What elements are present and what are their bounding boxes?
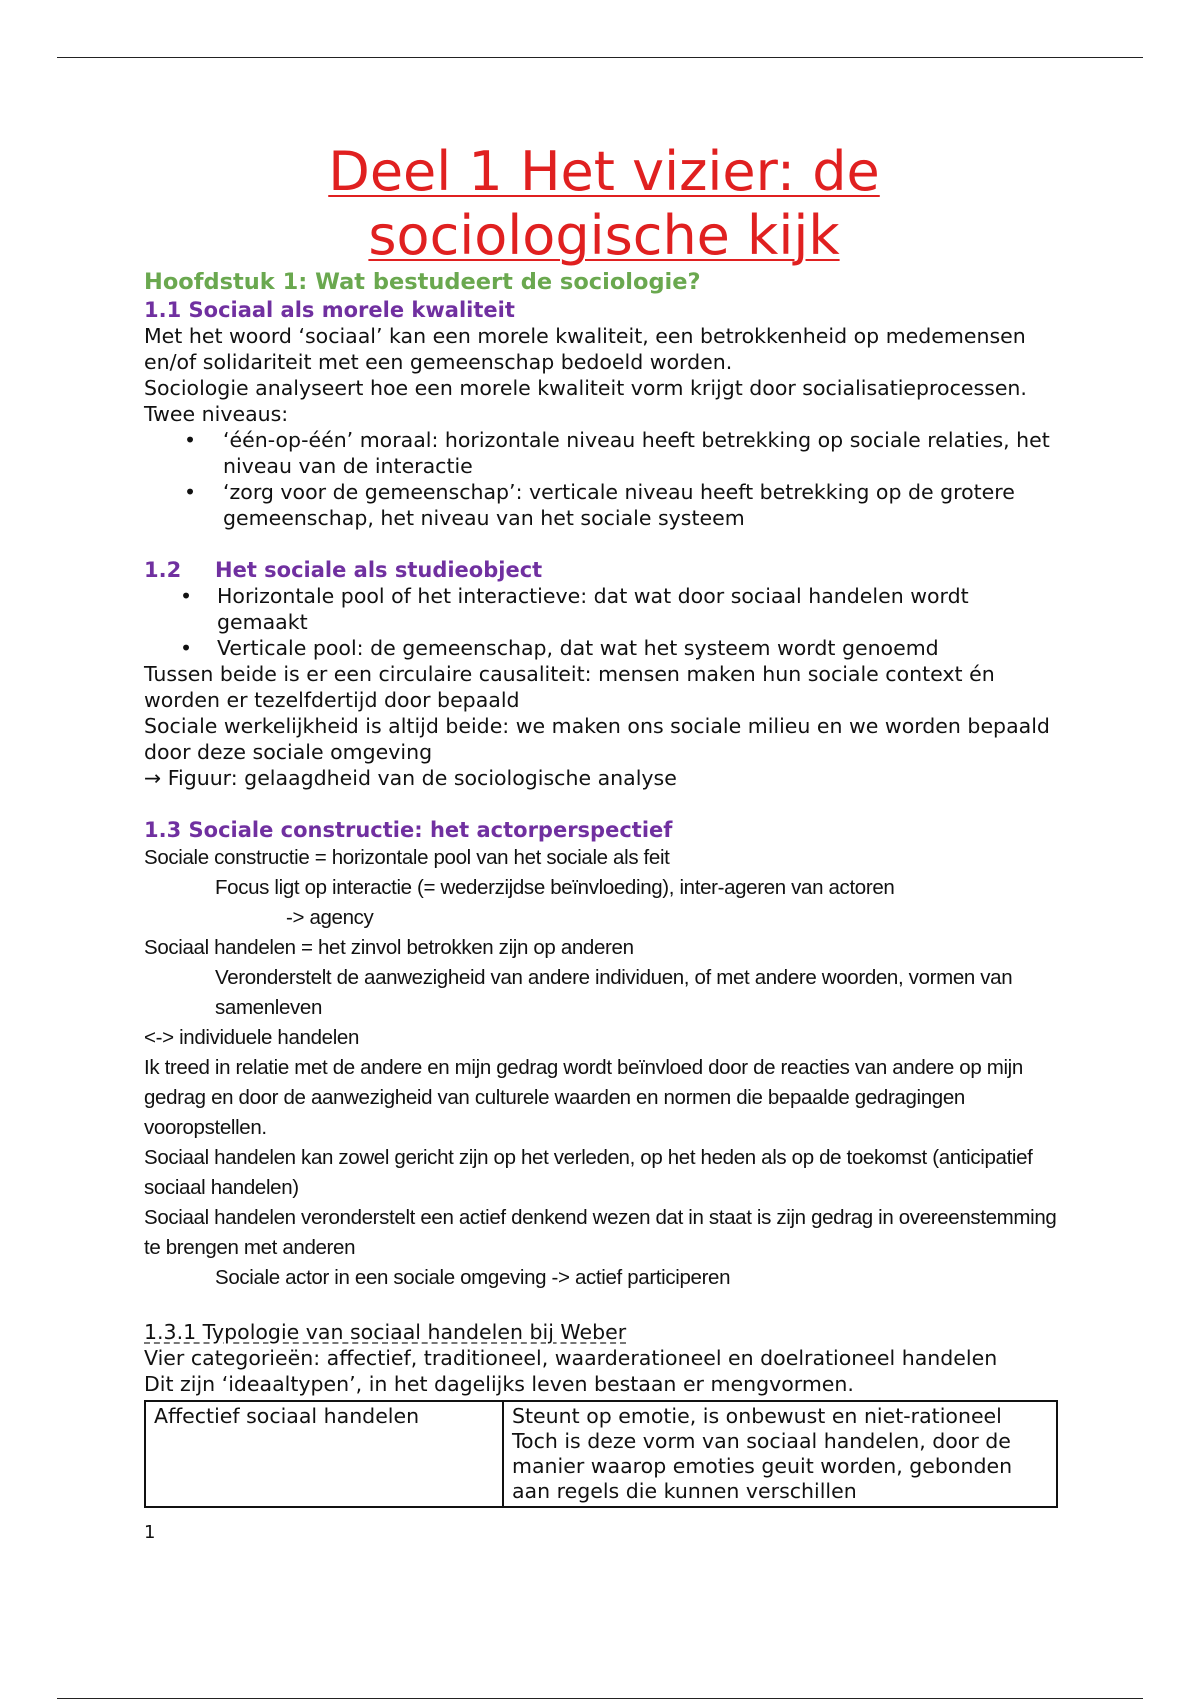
document-page bbox=[144, 140, 1064, 1543]
paragraph: Vier categorieën: affectief, traditioneel, waarderationeel en doelrationeel handelen bbox=[144, 1346, 998, 1370]
cell-line: Steunt op emotie, is onbewust en niet-rationeel bbox=[512, 1404, 1002, 1428]
text-line: Sociaal handelen kan zowel gericht zijn op het verleden, op het heden als op de toekomst (anticipatief sociaal handelen) bbox=[144, 1146, 1033, 1199]
list-item: • ‘één-op-één’ moraal: horizontale niveau heeft betrekking op sociale relaties, het niveau van de interactie bbox=[144, 427, 1064, 479]
list-item: • Horizontale pool of het interactieve: dat wat door sociaal handelen wordt gemaakt bbox=[144, 583, 1064, 635]
paragraph: → Figuur: gelaagdheid van de sociologische analyse bbox=[144, 766, 677, 790]
section-1-2-heading bbox=[144, 557, 1064, 583]
section-1-3-heading: 1.3 Sociale constructie: het actorperspectief bbox=[144, 818, 673, 842]
list-item: • Verticale pool: de gemeenschap, dat wat het systeem wordt genoemd bbox=[144, 635, 1064, 661]
text-line: Veronderstelt de aanwezigheid van andere individuen, of met andere woorden, vormen van samenleven bbox=[215, 966, 1013, 1019]
paragraph: Dit zijn ‘ideaaltypen’, in het dagelijks leven bestaan er mengvormen. bbox=[144, 1372, 854, 1396]
paragraph: Sociologie analyseert hoe een morele kwaliteit vorm krijgt door socialisatieprocessen. bbox=[144, 376, 1027, 400]
table-cell: Affectief sociaal handelen bbox=[145, 1401, 503, 1507]
bottom-rule bbox=[57, 1698, 1143, 1699]
page-title bbox=[144, 140, 1064, 268]
text-line: Ik treed in relatie met de andere en mijn gedrag wordt beïnvloed door de reacties van andere op mijn gedrag en door de aanwezigheid van culturele waarden en normen die bepaalde gedragingen vooropstellen. bbox=[144, 1056, 1023, 1139]
top-rule bbox=[57, 57, 1143, 58]
text-line: Sociale constructie = horizontale pool van het sociale als feit bbox=[144, 846, 670, 869]
text-line: Sociaal handelen = het zinvol betrokken zijn op anderen bbox=[144, 936, 634, 959]
section-title: Het sociale als studieobject bbox=[215, 558, 543, 582]
paragraph: Met het woord ‘sociaal’ kan een morele kwaliteit, een betrokkenheid op medemensen en/of solidariteit met een gemeenschap bedoeld worden. bbox=[144, 324, 1026, 374]
weber-typology-table bbox=[144, 1400, 1058, 1508]
paragraph: Tussen beide is er een circulaire causaliteit: mensen maken hun sociale context én worden er tezelfdertijd door bepaald bbox=[144, 662, 995, 712]
bullet-list bbox=[144, 583, 1064, 661]
paragraph: Twee niveaus: bbox=[144, 402, 289, 426]
title-line-1: Deel 1 Het vizier: de bbox=[328, 140, 880, 203]
text-line: -> agency bbox=[286, 906, 374, 929]
table-row bbox=[145, 1401, 1057, 1507]
text-line: Sociale actor in een sociale omgeving -> actief participeren bbox=[215, 1266, 731, 1289]
paragraph: Sociale werkelijkheid is altijd beide: we maken ons sociale milieu en we worden bepaald door deze sociale omgeving bbox=[144, 714, 1050, 764]
cell-line: Toch is deze vorm van sociaal handelen, door de manier waarop emoties geuit worden, gebonden aan regels die kunnen verschillen bbox=[512, 1429, 1013, 1503]
bullet-list bbox=[144, 427, 1064, 531]
title-line-2: sociologische kijk bbox=[368, 204, 840, 267]
text-line: Focus ligt op interactie (= wederzijdse beïnvloeding), inter-ageren van actoren bbox=[215, 876, 895, 899]
table-cell bbox=[503, 1401, 1057, 1507]
text-line: <-> individuele handelen bbox=[144, 1026, 359, 1049]
page-number: 1 bbox=[144, 1522, 156, 1543]
text-line: Sociaal handelen veronderstelt een actief denkend wezen dat in staat is zijn gedrag in overeenstemming te brengen met anderen bbox=[144, 1206, 1057, 1259]
section-number: 1.2 bbox=[144, 558, 182, 582]
list-item: • ‘zorg voor de gemeenschap’: verticale niveau heeft betrekking op de grotere gemeenschap, het niveau van het sociale systeem bbox=[144, 479, 1064, 531]
chapter-heading: Hoofdstuk 1: Wat bestudeert de sociologie? bbox=[144, 269, 701, 295]
section-1-1-heading: 1.1 Sociaal als morele kwaliteit bbox=[144, 298, 515, 322]
subsection-1-3-1-heading: 1.3.1 Typologie van sociaal handelen bij Weber bbox=[144, 1320, 627, 1344]
